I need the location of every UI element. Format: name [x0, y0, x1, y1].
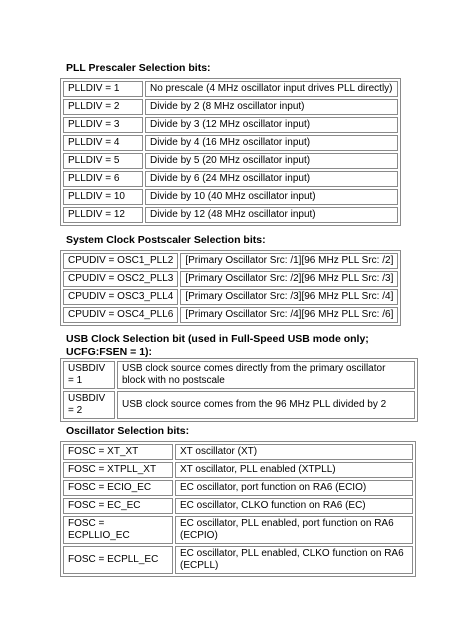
table-row	[63, 516, 413, 544]
description-cell: [Primary Oscillator Src: /4][96 MHz PLL Src: /6]	[180, 307, 398, 323]
table-row	[63, 546, 413, 574]
setting-cell: PLLDIV = 10	[63, 189, 143, 205]
description-cell: Divide by 4 (16 MHz oscillator input)	[145, 135, 398, 151]
setting-cell: PLLDIV = 6	[63, 171, 143, 187]
description-cell: EC oscillator, CLKO function on RA6 (EC)	[175, 498, 413, 514]
setting-cell: CPUDIV = OSC1_PLL2	[63, 253, 178, 269]
setting-cell: CPUDIV = OSC3_PLL4	[63, 289, 178, 305]
setting-cell: FOSC = ECIO_EC	[63, 480, 173, 496]
table-row	[63, 135, 398, 151]
setting-cell: FOSC = ECPLLIO_EC	[63, 516, 173, 544]
description-cell: EC oscillator, PLL enabled, port function on RA6 (ECPIO)	[175, 516, 413, 544]
description-cell: EC oscillator, PLL enabled, CLKO function on RA6 (ECPLL)	[175, 546, 413, 574]
setting-cell: FOSC = ECPLL_EC	[63, 546, 173, 574]
table-row	[63, 99, 398, 115]
table-row	[63, 289, 398, 305]
table-row	[63, 189, 398, 205]
table-row	[63, 444, 413, 460]
description-cell: EC oscillator, port function on RA6 (ECIO)	[175, 480, 413, 496]
usb-clock-heading: USB Clock Selection bit (used in Full-Speed USB mode only; UCFG:FSEN = 1):	[66, 333, 369, 358]
table-row	[63, 498, 413, 514]
setting-cell: CPUDIV = OSC4_PLL6	[63, 307, 178, 323]
postscaler-heading: System Clock Postscaler Selection bits:	[66, 234, 266, 246]
description-cell: XT oscillator (XT)	[175, 444, 413, 460]
description-cell: Divide by 6 (24 MHz oscillator input)	[145, 171, 398, 187]
setting-cell: PLLDIV = 2	[63, 99, 143, 115]
setting-cell: FOSC = XTPLL_XT	[63, 462, 173, 478]
description-cell: Divide by 10 (40 MHz oscillator input)	[145, 189, 398, 205]
table-row	[63, 391, 415, 419]
description-cell: XT oscillator, PLL enabled (XTPLL)	[175, 462, 413, 478]
setting-cell: PLLDIV = 5	[63, 153, 143, 169]
setting-cell: PLLDIV = 4	[63, 135, 143, 151]
usb-clock-table	[60, 358, 418, 422]
description-cell: Divide by 2 (8 MHz oscillator input)	[145, 99, 398, 115]
description-cell: [Primary Oscillator Src: /3][96 MHz PLL Src: /4]	[180, 289, 398, 305]
oscillator-table	[60, 441, 416, 577]
table-row	[63, 171, 398, 187]
description-cell: No prescale (4 MHz oscillator input drives PLL directly)	[145, 81, 398, 97]
description-cell: USB clock source comes from the 96 MHz PLL divided by 2	[117, 391, 415, 419]
description-cell: Divide by 3 (12 MHz oscillator input)	[145, 117, 398, 133]
table-row	[63, 117, 398, 133]
table-row	[63, 153, 398, 169]
setting-cell: USBDIV = 1	[63, 361, 115, 389]
setting-cell: PLLDIV = 3	[63, 117, 143, 133]
description-cell: [Primary Oscillator Src: /2][96 MHz PLL Src: /3]	[180, 271, 398, 287]
table-row	[63, 480, 413, 496]
pll-prescaler-heading: PLL Prescaler Selection bits:	[66, 62, 211, 74]
setting-cell: FOSC = EC_EC	[63, 498, 173, 514]
pll-prescaler-table	[60, 78, 401, 226]
postscaler-table	[60, 250, 401, 326]
table-row	[63, 271, 398, 287]
table-row	[63, 307, 398, 323]
setting-cell: PLLDIV = 1	[63, 81, 143, 97]
setting-cell: FOSC = XT_XT	[63, 444, 173, 460]
setting-cell: CPUDIV = OSC2_PLL3	[63, 271, 178, 287]
description-cell: Divide by 5 (20 MHz oscillator input)	[145, 153, 398, 169]
setting-cell: USBDIV = 2	[63, 391, 115, 419]
table-row	[63, 361, 415, 389]
setting-cell: PLLDIV = 12	[63, 207, 143, 223]
table-row	[63, 81, 398, 97]
oscillator-heading: Oscillator Selection bits:	[66, 425, 190, 437]
table-row	[63, 253, 398, 269]
description-cell: Divide by 12 (48 MHz oscillator input)	[145, 207, 398, 223]
table-row	[63, 207, 398, 223]
description-cell: USB clock source comes directly from the primary oscillator block with no postscale	[117, 361, 415, 389]
description-cell: [Primary Oscillator Src: /1][96 MHz PLL Src: /2]	[180, 253, 398, 269]
table-row	[63, 462, 413, 478]
